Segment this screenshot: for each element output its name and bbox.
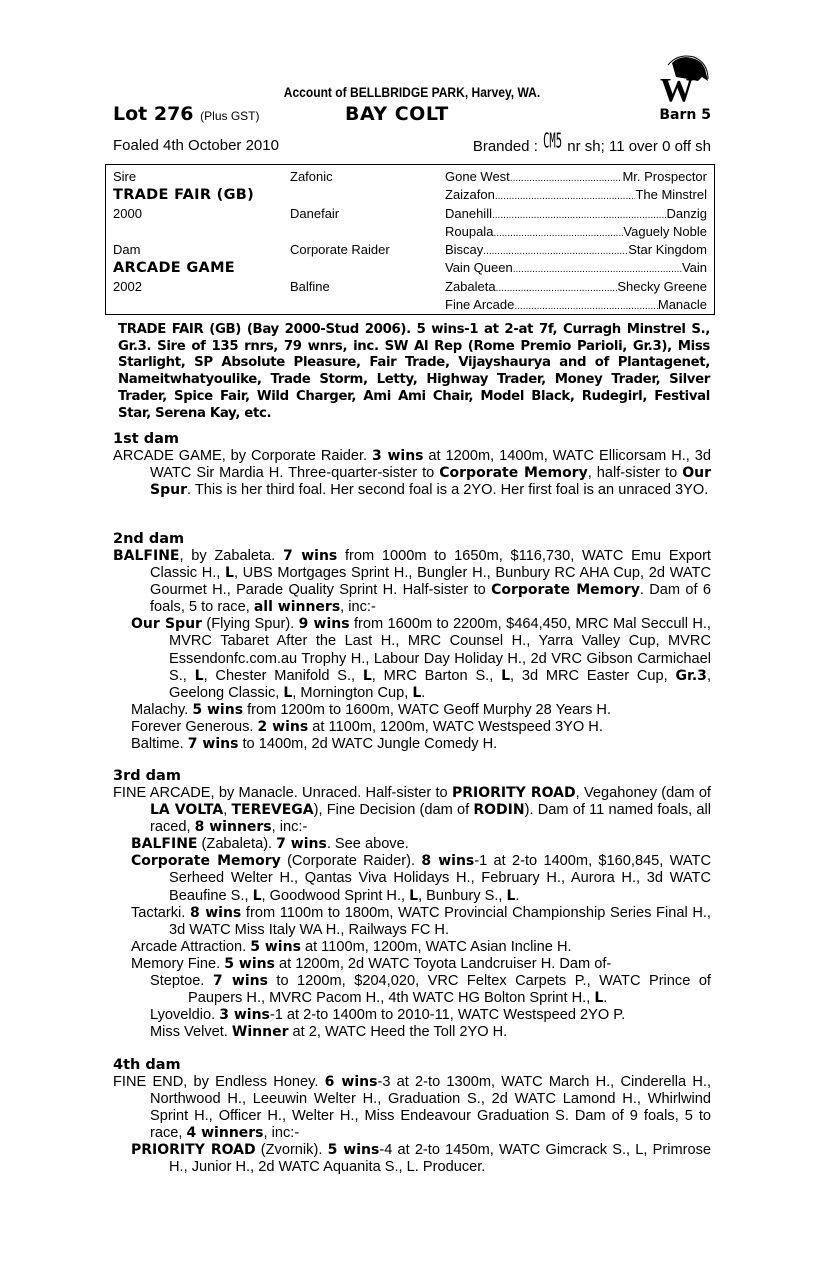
sire-label: Sire: [113, 169, 137, 184]
lot-label: Lot 276: [113, 103, 194, 125]
svg-text:W: W: [660, 72, 694, 103]
grandparent-row: Gone West ..... Mr. Prospector: [445, 169, 707, 184]
grandparent-row: Vain Queen ..... Vain: [445, 260, 707, 275]
progeny-entry: PRIORITY ROAD (Zvornik). 5 wins-4 at 2-to 1450m, WATC Gimcrack S., L, Primrose H., Junior H., 2d WATC Aquanita S., L. Producer.: [131, 1142, 712, 1176]
lot-header-row: [113, 103, 711, 129]
progeny-entry: Forever Generous. 2 wins at 1100m, 1200m, WATC Westspeed 3YO H.: [131, 718, 603, 735]
grand-progeny-entry: Steptoe. 7 wins to 1200m, $204,020, VRC Feltex Carpets P., WATC Prince of Paupers H., MVRC Pacom H., 4th WATC HG Bolton Sprint H., L.: [150, 973, 711, 1007]
grand-progeny-entry: Lyoveldio. 3 wins-1 at 2-to 1400m to 2010-11, WATC Westspeed 2YO P.: [150, 1007, 626, 1024]
progeny-entry: Malachy. 5 wins from 1200m to 1600m, WATC Geoff Murphy 28 Years H.: [131, 701, 612, 718]
dam-label: Dam: [113, 242, 141, 257]
dam-paragraph: FINE ARCADE, by Manacle. Unraced. Half-sister to PRIORITY ROAD, Vegahoney (dam of LA VOLTA, TEREVEGA), Fine Decision (dam of RODIN). Dam of 11 named foals, all raced, 8 winners, inc:-: [113, 785, 712, 836]
dam-name: ARCADE GAME: [113, 260, 235, 276]
grandparent-row: Fine Arcade ..... Manacle: [445, 297, 707, 312]
third-dam-section: [113, 768, 711, 1041]
lot-number: [113, 103, 260, 125]
dam-paragraph: BALFINE, by Zabaleta. 7 wins from 1000m to 1650m, $116,730, WATC Emu Export Classic H., L, UBS Mortgages Sprint H., Bungler H., Bunbury RC AHA Cup, 2d WATC Gourmet H., Parade Quality Sprint H. Half-sister to Corporate Memory. Dam of 6 foals, 5 to race, all winners, inc:-: [113, 548, 712, 616]
section-heading: 1st dam: [113, 431, 179, 447]
progeny-entry: Our Spur (Flying Spur). 9 wins from 1600m to 2200m, $464,450, MRC Mal Seccull H., MVRC Tabaret After the Last H., MRC Counsel H., Yarra Valley Cup, MVRC Essendonfc.com.au Trophy H., Labour Day Holiday H., 2d VRC Gibson Carmichael S., L, Chester Manifold S., L, MRC Barton S., L, 3d MRC Easter Cup, Gr.3, Geelong Classic, L, Mornington Cup, L.: [131, 616, 711, 701]
section-heading: 2nd dam: [113, 531, 185, 547]
pedigree-table: [105, 164, 715, 315]
grandparent-row: Danehill ..... Danzig: [445, 206, 707, 221]
progeny-entry: Tactarki. 8 wins from 1100m to 1800m, WATC Provincial Championship Series Final H., 3d WATC Miss Italy WA H., Railways FC H.: [131, 904, 711, 938]
brand-mark: CM5: [543, 128, 563, 153]
dam-paragraph: ARCADE GAME, by Corporate Raider. 3 wins at 1200m, 1400m, WATC Ellicorsam H., 3d WATC Sir Mardia H. Three-quarter-sister to Corporate Memory, half-sister to Our Spur. This is her third foal. Her second foal is a 2YO. Her first foal is an unraced 3YO.: [113, 448, 711, 499]
grandparent-row: Biscay ..... Star Kingdom: [445, 242, 707, 257]
sire-year: 2000: [113, 206, 142, 221]
progeny-entry: Memory Fine. 5 wins at 1200m, 2d WATC Toyota Landcruiser H. Dam of-: [131, 955, 612, 972]
barn-number: Barn 5: [659, 107, 711, 123]
grand-progeny-entry: Miss Velvet. Winner at 2, WATC Heed the Toll 2YO H.: [150, 1024, 508, 1041]
section-heading: 4th dam: [113, 1057, 181, 1073]
progeny-entry: Corporate Memory (Corporate Raider). 8 wins-1 at 2-to 1400m, $160,845, WATC Serheed Welter H., Qantas Viva Holidays H., February H., Aurora H., 3d WATC Beaufine S., L, Goodwood Sprint H., L, Bunbury S., L.: [131, 853, 711, 904]
dam-dam: Balfine: [290, 279, 330, 294]
sire-name: TRADE FAIR (GB): [113, 187, 255, 203]
progeny-entry: Baltime. 7 wins to 1400m, 2d WATC Jungle Comedy H.: [131, 736, 498, 753]
gst-note: (Plus GST): [200, 109, 260, 123]
brand-info: [472, 128, 711, 155]
fourth-dam-section: [113, 1057, 711, 1177]
dam-paragraph: FINE END, by Endless Honey. 6 wins-3 at 2-to 1300m, WATC March H., Cinderella H., Northwood H., Leeuwin Welter H., Graduation S., 2d WATC Lamond H., Whirlwind Sprint H., Officer H., Welter H., Miss Endeavour Graduation S. Dam of 9 foals, 5 to race, 4 winners, inc:-: [113, 1074, 712, 1142]
grandparent-row: Zaizafon ..... The Minstrel: [445, 187, 707, 202]
dam-sire: Corporate Raider: [290, 242, 390, 257]
sire-sire: Zafonic: [290, 169, 333, 184]
grandparent-row: Zabaleta ..... Shecky Greene: [445, 279, 707, 294]
branded-label: Branded :: [472, 138, 538, 155]
second-dam-section: [113, 531, 711, 753]
first-dam-section: [113, 431, 711, 499]
foaled-date: Foaled 4th October 2010: [113, 137, 279, 154]
brand-description: nr sh; 11 over 0 off sh: [567, 138, 711, 155]
progeny-entry: Arcade Attraction. 5 wins at 1100m, 1200m, WATC Asian Incline H.: [131, 938, 572, 955]
sire-dam: Danefair: [290, 206, 340, 221]
sire-summary: TRADE FAIR (GB) (Bay 2000-Stud 2006). 5 wins-1 at 2-at 7f, Curragh Minstrel S., Gr.3. Sire of 135 rnrs, 79 wnrs, inc. SW Al Rep (Rome Premio Parioli, Gr.3), Miss Starlight, SP Absolute Pleasure, Fair Trade, Vijayshaurya and of Plantagenet, Nameitwhatyoulike, Trade Storm, Letty, Highway Trader, Money Trader, Silver Trader, Spice Fair, Wild Charger, Ami Ami Chair, Model Black, Rudegirl, Festival Star, Serena Kay, etc.: [118, 322, 710, 421]
vendor-account: Account of BELLBRIDGE PARK, Harvey, WA.: [283, 84, 541, 100]
section-heading: 3rd dam: [113, 768, 181, 784]
horse-type: BAY COLT: [345, 103, 449, 125]
grandparent-row: Roupala ..... Vaguely Noble: [445, 224, 707, 239]
dam-year: 2002: [113, 279, 142, 294]
progeny-entry: BALFINE (Zabaleta). 7 wins. See above.: [131, 836, 409, 853]
